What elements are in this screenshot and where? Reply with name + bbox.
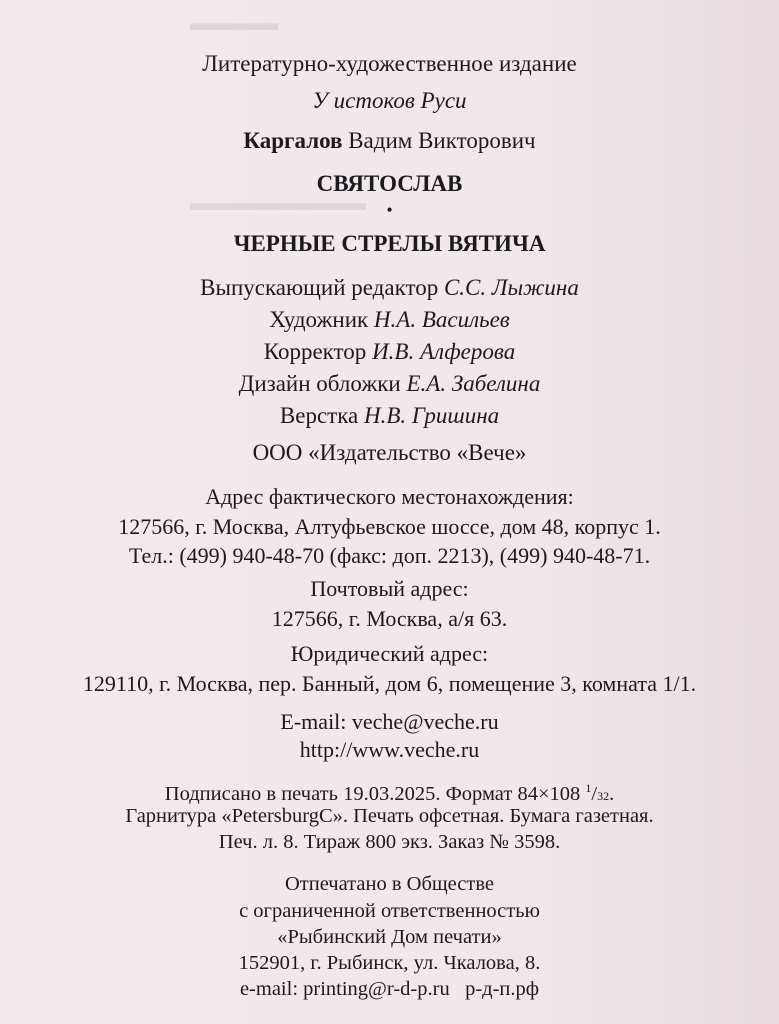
credit-role: Верстка bbox=[279, 403, 359, 428]
credit-line bbox=[0, 306, 779, 334]
format-numerator: 1 bbox=[585, 781, 592, 795]
series-type: Литературно-художественное издание bbox=[202, 51, 577, 76]
author-line bbox=[0, 127, 779, 155]
credit-name: Н.В. Гришина bbox=[363, 403, 500, 428]
publisher-name: ООО «Издательство «Вече» bbox=[252, 440, 527, 465]
print-run-info: Печ. л. 8. Тираж 800 экз. Заказ № 3598. bbox=[218, 831, 561, 853]
printer-line-3: «Рыбинский Дом печати» bbox=[277, 926, 502, 948]
signed-to-print-end: . bbox=[609, 782, 615, 805]
credit-role: Выпускающий редактор bbox=[200, 275, 439, 300]
typeface-paper-info: Гарнитура «PetersburgC». Печать офсетная. Бумага газетная. bbox=[125, 805, 654, 827]
legal-address: 129110, г. Москва, пер. Банный, дом 6, помещение 3, комната 1/1. bbox=[82, 671, 697, 696]
phone-numbers: Тел.: (499) 940-48-70 (факс: доп. 2213), (499) 940-48-71. bbox=[128, 543, 651, 568]
format-slash: / bbox=[591, 782, 598, 805]
credit-role: Корректор bbox=[263, 339, 367, 364]
printer-site: р-д-п.рф bbox=[465, 978, 540, 1000]
book-subtitle: ЧЕРНЫЕ СТРЕЛЫ ВЯТИЧА bbox=[233, 231, 546, 256]
postal-address: 127566, г. Москва, а/я 63. bbox=[271, 606, 508, 631]
title-separator: • bbox=[386, 200, 393, 220]
printer-address: 152901, г. Рыбинск, ул. Чкалова, 8. bbox=[238, 952, 541, 974]
author-given-names: Вадим Викторович bbox=[348, 128, 536, 153]
publisher-website: http://www.veche.ru bbox=[299, 737, 480, 762]
legal-address-label: Юридический адрес: bbox=[290, 641, 489, 666]
actual-address-label: Адрес фактического местонахождения: bbox=[205, 484, 574, 509]
actual-address: 127566, г. Москва, Алтуфьевское шоссе, дом 48, корпус 1. bbox=[118, 514, 661, 539]
credit-line bbox=[0, 338, 779, 366]
publisher-email: E-mail: veche@veche.ru bbox=[280, 709, 499, 734]
printer-contacts bbox=[0, 975, 779, 1003]
printer-email: e-mail: printing@r-d-p.ru bbox=[239, 978, 450, 1000]
credit-name: С.С. Лыжина bbox=[443, 275, 579, 300]
show-through-decoration: ▬▬▬▬▬▬▬▬ bbox=[190, 190, 366, 215]
credit-name: Е.А. Забелина bbox=[406, 371, 541, 396]
credit-line bbox=[0, 274, 779, 302]
series-name: У истоков Руси bbox=[312, 88, 467, 113]
printer-line-2: с ограниченной ответственностью bbox=[239, 900, 540, 922]
credit-line bbox=[0, 402, 779, 430]
author-surname: Каргалов bbox=[243, 128, 343, 153]
credit-line bbox=[0, 370, 779, 398]
credit-name: Н.А. Васильев bbox=[373, 307, 510, 332]
book-title: СВЯТОСЛАВ bbox=[316, 171, 463, 196]
format-denominator: 32 bbox=[597, 788, 610, 803]
credit-name: И.В. Алферова bbox=[372, 339, 516, 364]
show-through-decoration: ▬▬▬▬ bbox=[190, 10, 278, 35]
signed-to-print-text: Подписано в печать 19.03.2025. Формат 84×108 bbox=[164, 782, 586, 805]
credit-role: Художник bbox=[269, 307, 369, 332]
printer-line-1: Отпечатано в Обществе bbox=[284, 873, 494, 895]
credit-role: Дизайн обложки bbox=[238, 371, 401, 396]
postal-address-label: Почтовый адрес: bbox=[310, 576, 469, 601]
